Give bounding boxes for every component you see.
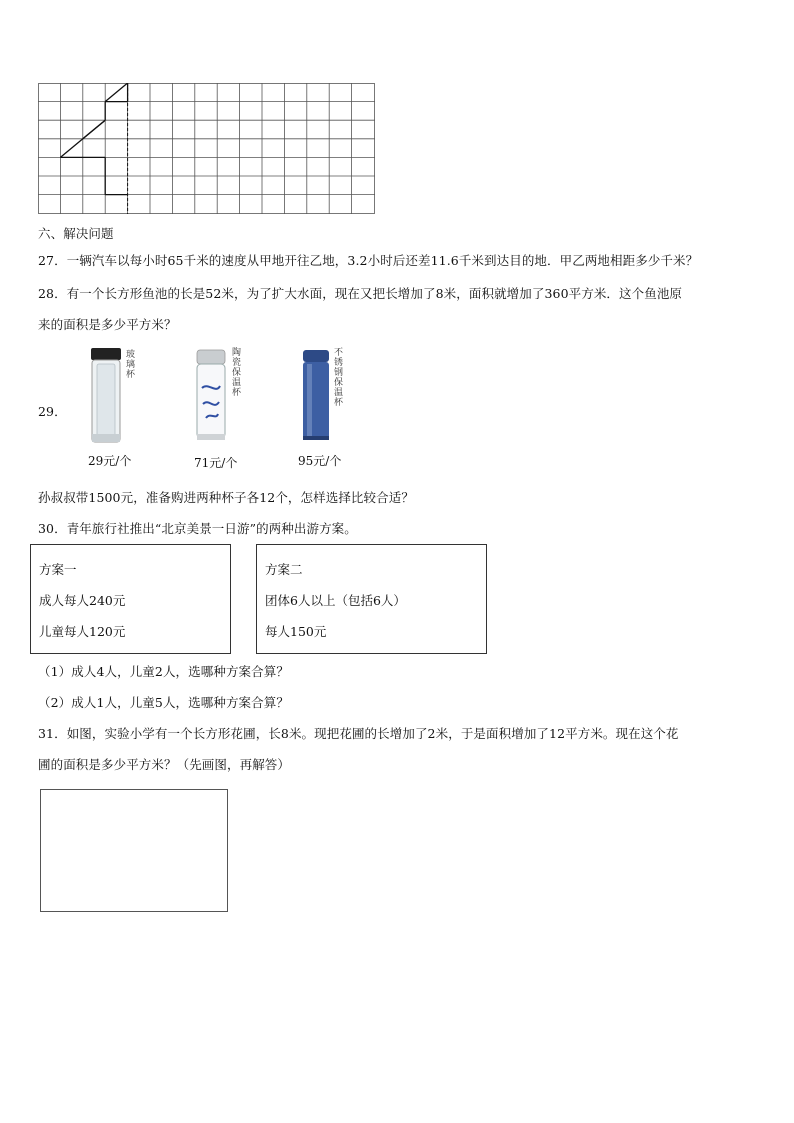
plan-one-title: 方案一: [39, 562, 77, 577]
problem-30-intro: 30．青年旅行社推出“北京美景一日游”的两种出游方案。: [38, 521, 357, 536]
problem-27: 27．一辆汽车以每小时65千米的速度从甲地开往乙地，3.2小时后还差11.6千米到达目的地．甲乙两地相距多少千米？: [38, 253, 699, 268]
glass-cup: [88, 348, 136, 447]
glass-cup-price: 29元/个: [88, 454, 132, 468]
symmetry-grid-figure: [38, 83, 376, 215]
problem-31-line1: 31．如图，实验小学有一个长方形花圃，长8米。现把花圃的长增加了2米，于是面积增加了12平方米。现在这个花: [38, 726, 679, 741]
ceramic-cup-price: 71元/个: [194, 456, 238, 470]
problem-28-line1: 28．有一个长方形鱼池的长是52米，为了扩大水面，现在又把长增加了8米，面积就增加了360平方米．这个鱼池原: [38, 286, 683, 301]
problem-29-question: 孙叔叔带1500元，准备购进两种杯子各12个，怎样选择比较合适？: [38, 490, 414, 505]
problem-30-question-1: （1）成人4人，儿童2人，选哪种方案合算？: [38, 664, 289, 679]
steel-cup: [300, 348, 344, 447]
problem-29-number: 29．: [38, 404, 67, 419]
plan-two-price: 每人150元: [265, 624, 327, 639]
steel-cup-price: 95元/个: [298, 454, 342, 468]
steel-cup-icon: [300, 348, 332, 444]
plan-one-box: [30, 544, 231, 654]
ceramic-cup-label: 陶瓷保温杯: [232, 348, 242, 398]
problem-31-line2: 圃的面积是多少平方米？（先画图，再解答）: [38, 757, 291, 772]
ceramic-cup-icon: [194, 348, 228, 444]
flowerbed-drawing-box: [40, 789, 228, 912]
plan-two-group-condition: 团体6人以上（包括6人）: [265, 593, 406, 608]
plan-one-adult-price: 成人每人240元: [39, 593, 126, 608]
plan-one-child-price: 儿童每人120元: [39, 624, 126, 639]
steel-cup-label: 不锈钢保温杯: [334, 348, 344, 408]
glass-cup-label: 玻璃杯: [126, 350, 136, 380]
plan-two-box: [256, 544, 487, 654]
section-title: 六、解决问题: [38, 226, 114, 241]
problem-28-line2: 来的面积是多少平方米？: [38, 317, 177, 332]
glass-cup-icon: [88, 348, 124, 444]
plan-two-title: 方案二: [265, 562, 303, 577]
problem-30-question-2: （2）成人1人，儿童5人，选哪种方案合算？: [38, 695, 289, 710]
ceramic-cup: [194, 348, 242, 447]
grid-lines: [38, 83, 375, 214]
